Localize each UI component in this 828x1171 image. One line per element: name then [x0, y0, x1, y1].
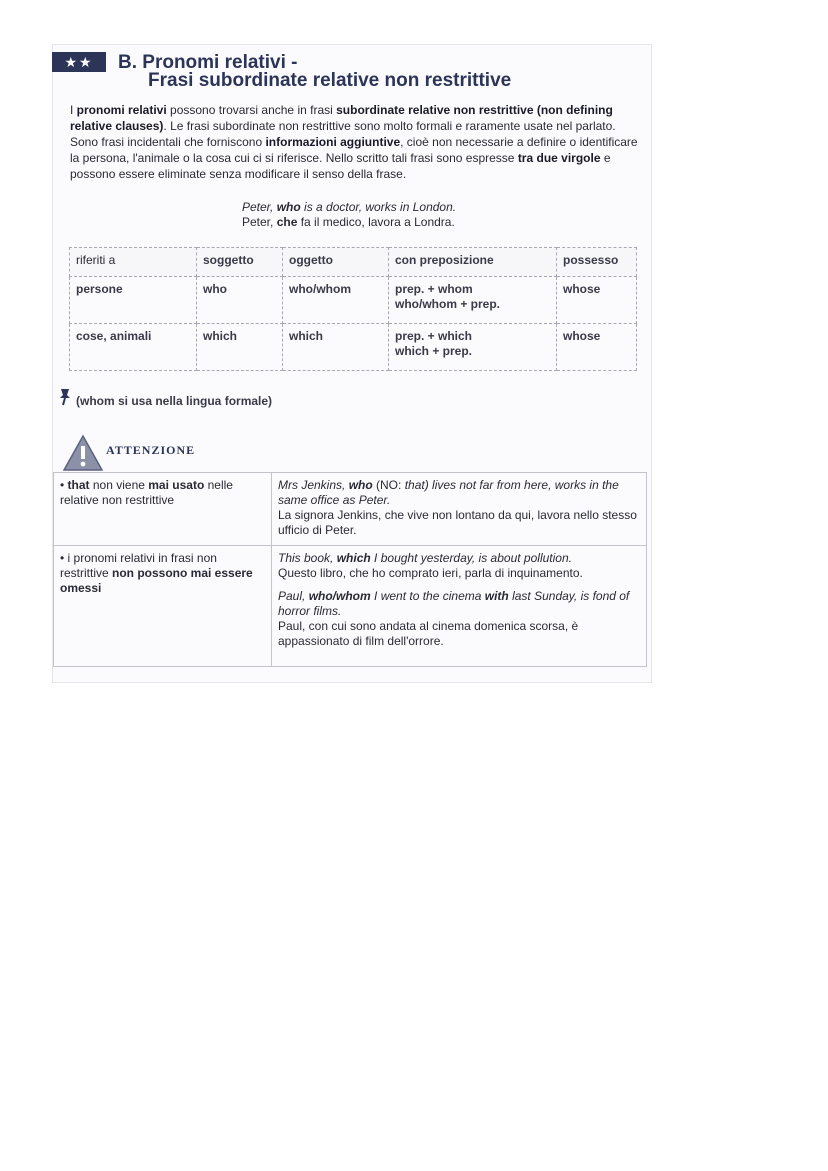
table-cell: which — [283, 324, 389, 371]
table-header: oggetto — [283, 248, 389, 277]
section-title: B. Pronomi relativi - — [118, 52, 298, 73]
table-cell: who — [197, 277, 283, 324]
rule-cell: • i pronomi relativi in frasi non restrittive non possono mai essere omessi — [54, 546, 272, 667]
table-cell: persone — [70, 277, 197, 324]
table-header: riferiti a — [70, 248, 197, 277]
table-row — [70, 277, 637, 324]
table-header: possesso — [557, 248, 637, 277]
attention-table — [53, 472, 647, 667]
table-cell: which — [197, 324, 283, 371]
table-cell: whose — [557, 324, 637, 371]
example-cell: Mrs Jenkins, who (NO: that) lives not far from here, works in the same office as Peter. La signora Jenkins, che vive non lontano da qui, lavora nello stesso ufficio di Peter. — [272, 473, 647, 546]
table-row — [70, 324, 637, 371]
pushpin-icon — [58, 388, 72, 406]
table-row — [54, 546, 647, 667]
table-row — [54, 473, 647, 546]
table-cell: who/whom — [283, 277, 389, 324]
example-sentence: Peter, who is a doctor, works in London. Peter, che fa il medico, lavora a Londra. — [242, 200, 457, 229]
relative-pronouns-table — [69, 247, 637, 371]
example-cell: This book, which I bought yesterday, is about pollution. Questo libro, che ho comprato ieri, parla di inquinamento. Paul, who/whom I went to the cinema with last Sunday, is fond of horror films. Paul, con cui sono andata al cinema domenica scorsa, è appassionato di film dell'orrore. — [272, 546, 647, 667]
table-cell: cose, animali — [70, 324, 197, 371]
table-header: soggetto — [197, 248, 283, 277]
table-header: con preposizione — [389, 248, 557, 277]
intro-paragraph: I pronomi relativi possono trovarsi anche in frasi subordinate relative non restrittive (non defining relative clauses). Le frasi subordinate non restrittive sono molto formali e raramente usate nel parlato. Sono frasi incidentali che forniscono informazioni aggiuntive, cioè non necessarie a definire o identificare la persona, l'animale o la cosa cui ci si riferisce. Nello scritto tali frasi sono espresse tra due virgole e possono essere eliminate senza modificare il senso della frase. — [70, 103, 638, 181]
warning-icon — [62, 434, 104, 472]
difficulty-stars: ★★ — [52, 52, 106, 72]
section-subtitle: Frasi subordinate relative non restrittive — [148, 70, 512, 91]
table-cell: prep. + which which + prep. — [389, 324, 557, 371]
table-header-row — [70, 248, 637, 277]
table-cell: prep. + whom who/whom + prep. — [389, 277, 557, 324]
rule-cell: • that non viene mai usato nelle relative non restrittive — [54, 473, 272, 546]
formal-usage-note: (whom si usa nella lingua formale) — [76, 394, 273, 408]
table-cell: whose — [557, 277, 637, 324]
attention-label: ATTENZIONE — [106, 443, 196, 457]
